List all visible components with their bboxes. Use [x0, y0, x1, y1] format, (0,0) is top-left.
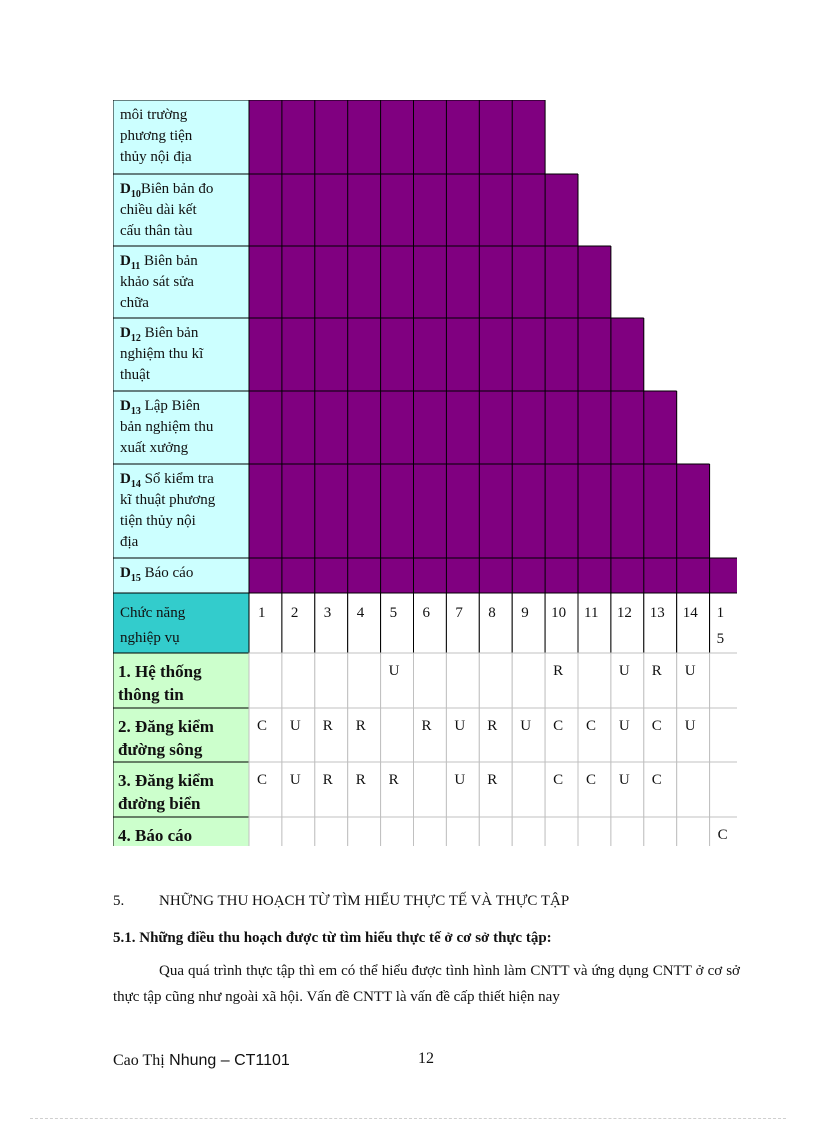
process-label: tiện thủy nội — [120, 513, 196, 529]
matrix-cell — [348, 762, 381, 817]
process-filled-bar — [249, 100, 545, 174]
column-number-cell — [249, 593, 282, 653]
matrix-cell-value: U — [454, 718, 466, 734]
function-label: 2. Đăng kiểm — [118, 717, 214, 736]
process-label: phương tiện — [120, 128, 193, 144]
process-filled-bar — [249, 391, 677, 464]
matrix-cell — [578, 817, 611, 846]
process-filled-bar — [249, 246, 611, 318]
process-label: chữa — [120, 295, 149, 311]
matrix-cell-value: U — [618, 772, 630, 788]
matrix-cell-value: R — [388, 772, 399, 788]
matrix-cell-value: R — [355, 772, 366, 788]
matrix-cell — [710, 762, 737, 817]
matrix-cell — [381, 653, 414, 708]
matrix-cell-value: C — [651, 772, 662, 788]
matrix-cell-value: U — [388, 663, 400, 679]
matrix-cell — [249, 708, 282, 762]
matrix-cell-value: U — [454, 772, 466, 788]
matrix-cell-value: C — [586, 718, 597, 734]
section-number: 5. — [113, 893, 125, 909]
footer-author-prefix: Cao Thị — [113, 1052, 165, 1069]
matrix-cell — [578, 708, 611, 762]
column-number: 13 — [649, 605, 665, 621]
matrix-cell — [282, 653, 315, 708]
matrix-cell — [479, 817, 512, 846]
process-label: $D_{11}$ Biên bản — [120, 253, 198, 272]
matrix-cell — [545, 653, 578, 708]
matrix-cell-value: U — [289, 718, 301, 734]
matrix-cell — [414, 817, 447, 846]
process-label: kĩ thuật phương — [120, 492, 216, 508]
column-number: 3 — [323, 605, 332, 621]
matrix-cell-value: R — [651, 663, 662, 679]
process-label: bản nghiệm thu — [120, 419, 214, 435]
matrix-cell — [249, 653, 282, 708]
section-heading — [113, 893, 569, 910]
column-number-cell — [348, 593, 381, 653]
matrix-cell — [611, 708, 644, 762]
matrix-cell-value: R — [355, 718, 366, 734]
matrix-cell-value: R — [553, 663, 564, 679]
matrix-cell — [446, 762, 479, 817]
matrix-cell-value: U — [684, 718, 696, 734]
column-number: 4 — [356, 605, 365, 621]
function-label: 1. Hệ thống — [118, 662, 202, 681]
matrix-cell — [479, 708, 512, 762]
matrix-cell — [677, 708, 710, 762]
process-function-matrix — [113, 100, 737, 846]
matrix-cell — [578, 653, 611, 708]
column-number: 12 — [616, 605, 632, 621]
function-label: đường sông — [118, 740, 203, 759]
matrix-cell-value: U — [289, 772, 301, 788]
process-filled-bar — [249, 558, 737, 593]
matrix-cell — [644, 817, 677, 846]
footer-author — [113, 1052, 290, 1070]
section-subheading: 5.1. Những điều thu hoạch được từ tìm hiểu thực tế ở cơ sở thực tập: — [113, 930, 552, 946]
matrix-cell — [710, 708, 737, 762]
matrix-cell — [282, 762, 315, 817]
column-number: 5 — [716, 631, 725, 647]
column-number: 10 — [551, 605, 567, 621]
function-header-label: Chức năng — [120, 605, 186, 621]
process-label: thủy nội địa — [120, 149, 192, 165]
process-label: $D_{13}$ Lập Biên — [120, 398, 200, 417]
matrix-cell-value: C — [553, 772, 564, 788]
page-bottom-divider — [30, 1118, 786, 1119]
process-label: thuật — [120, 367, 150, 383]
matrix-cell-value: R — [322, 772, 333, 788]
column-number-cell — [512, 593, 545, 653]
column-number-cell — [414, 593, 447, 653]
column-number: 8 — [488, 605, 496, 621]
process-label: $D_{14}$ Sổ kiểm tra — [120, 471, 214, 490]
matrix-cell — [414, 653, 447, 708]
function-header-label: nghiệp vụ — [120, 630, 180, 646]
matrix-cell — [677, 817, 710, 846]
matrix-cell — [545, 762, 578, 817]
section-title: NHỮNG THU HOẠCH TỪ TÌM HIỂU THỰC TẾ VÀ THỰC TẬP — [159, 893, 570, 909]
column-number: 2 — [290, 605, 299, 621]
matrix-cell-value: U — [618, 663, 630, 679]
matrix-cell-value: R — [421, 718, 432, 734]
matrix-cell — [479, 762, 512, 817]
matrix-cell — [381, 708, 414, 762]
matrix-cell — [249, 817, 282, 846]
matrix-cell — [644, 762, 677, 817]
matrix-cell — [249, 762, 282, 817]
process-label: khảo sát sửa — [120, 274, 194, 290]
matrix-cell — [315, 817, 348, 846]
matrix-cell — [446, 817, 479, 846]
matrix-cell — [315, 653, 348, 708]
column-number-cell — [315, 593, 348, 653]
matrix-cell-value: U — [684, 663, 696, 679]
matrix-cell — [348, 817, 381, 846]
process-label: xuất xưởng — [120, 440, 189, 456]
function-label: thông tin — [118, 685, 184, 704]
matrix-cell — [512, 762, 545, 817]
column-number: 11 — [584, 605, 599, 621]
column-number: 1 — [716, 605, 725, 621]
matrix-cell — [414, 762, 447, 817]
matrix-cell — [446, 653, 479, 708]
process-label: $D_{10}Biên$ bản đo — [120, 181, 214, 200]
matrix-cell — [512, 653, 545, 708]
matrix-cell — [611, 762, 644, 817]
matrix-cell — [348, 708, 381, 762]
matrix-cell — [315, 762, 348, 817]
matrix-cell — [677, 653, 710, 708]
matrix-cell — [479, 653, 512, 708]
matrix-cell-value: U — [520, 718, 532, 734]
column-number-cell — [446, 593, 479, 653]
matrix-cell — [611, 817, 644, 846]
column-number-cell — [545, 593, 578, 653]
process-label: cấu thân tàu — [120, 223, 193, 239]
process-label: $D_{15}$ Báo cáo — [120, 565, 194, 584]
matrix-cell — [611, 653, 644, 708]
process-label: $D_{12}$ Biên bản — [120, 325, 199, 344]
column-number-cell — [644, 593, 677, 653]
process-label: chiều dài kết — [120, 202, 197, 218]
column-number: 6 — [422, 605, 430, 621]
function-label: 4. Báo cáo — [118, 826, 193, 845]
matrix-cell — [282, 708, 315, 762]
column-number: 9 — [521, 605, 529, 621]
column-number-cell — [611, 593, 644, 653]
matrix-cell-value: C — [651, 718, 662, 734]
body-paragraph: Qua quá trình thực tập thì em có thể hiểu được tình hình làm CNTT và ứng dụng CNTT ở cơ sở thực tập cũng như ngoài xã hội. Vấn đề CNTT là vấn đề cấp thiết hiện nay — [113, 963, 740, 1005]
matrix-cell — [315, 708, 348, 762]
column-number: 14 — [682, 605, 698, 621]
matrix-cell — [348, 653, 381, 708]
matrix-cell — [644, 708, 677, 762]
column-number-cell — [677, 593, 710, 653]
column-number-cell — [282, 593, 315, 653]
matrix-cell-value: R — [322, 718, 333, 734]
footer-author-suffix: Nhung – CT1101 — [164, 1052, 290, 1069]
column-number-cell — [479, 593, 512, 653]
matrix-cell — [512, 817, 545, 846]
column-number: 1 — [258, 605, 266, 621]
matrix-cell — [644, 653, 677, 708]
column-number-cell — [578, 593, 611, 653]
matrix-cell — [381, 762, 414, 817]
matrix-cell — [545, 708, 578, 762]
matrix-cell-value: R — [487, 772, 498, 788]
function-label: đường biển — [118, 794, 201, 813]
process-label: nghiệm thu kĩ — [120, 346, 204, 362]
matrix-cell — [512, 708, 545, 762]
function-label: 3. Đăng kiểm — [118, 771, 214, 790]
matrix-cell-value: C — [257, 718, 268, 734]
matrix-cell-value: R — [487, 718, 498, 734]
matrix-cell — [282, 817, 315, 846]
matrix-cell — [578, 762, 611, 817]
matrix-cell-value: C — [257, 772, 268, 788]
page-number: 12 — [418, 1050, 434, 1067]
matrix-cell-value: C — [586, 772, 597, 788]
matrix-cell — [677, 762, 710, 817]
process-label: địa — [120, 534, 139, 550]
column-number: 5 — [389, 605, 398, 621]
matrix-cell — [446, 708, 479, 762]
matrix-cell-value: C — [553, 718, 564, 734]
matrix-cell — [414, 708, 447, 762]
matrix-cell-value: C — [717, 827, 728, 843]
matrix-cell — [710, 653, 737, 708]
matrix-cell-value: U — [618, 718, 630, 734]
column-number: 7 — [455, 605, 463, 621]
matrix-cell — [545, 817, 578, 846]
column-number-cell — [381, 593, 414, 653]
matrix-cell — [381, 817, 414, 846]
process-label: môi trường — [120, 107, 188, 123]
